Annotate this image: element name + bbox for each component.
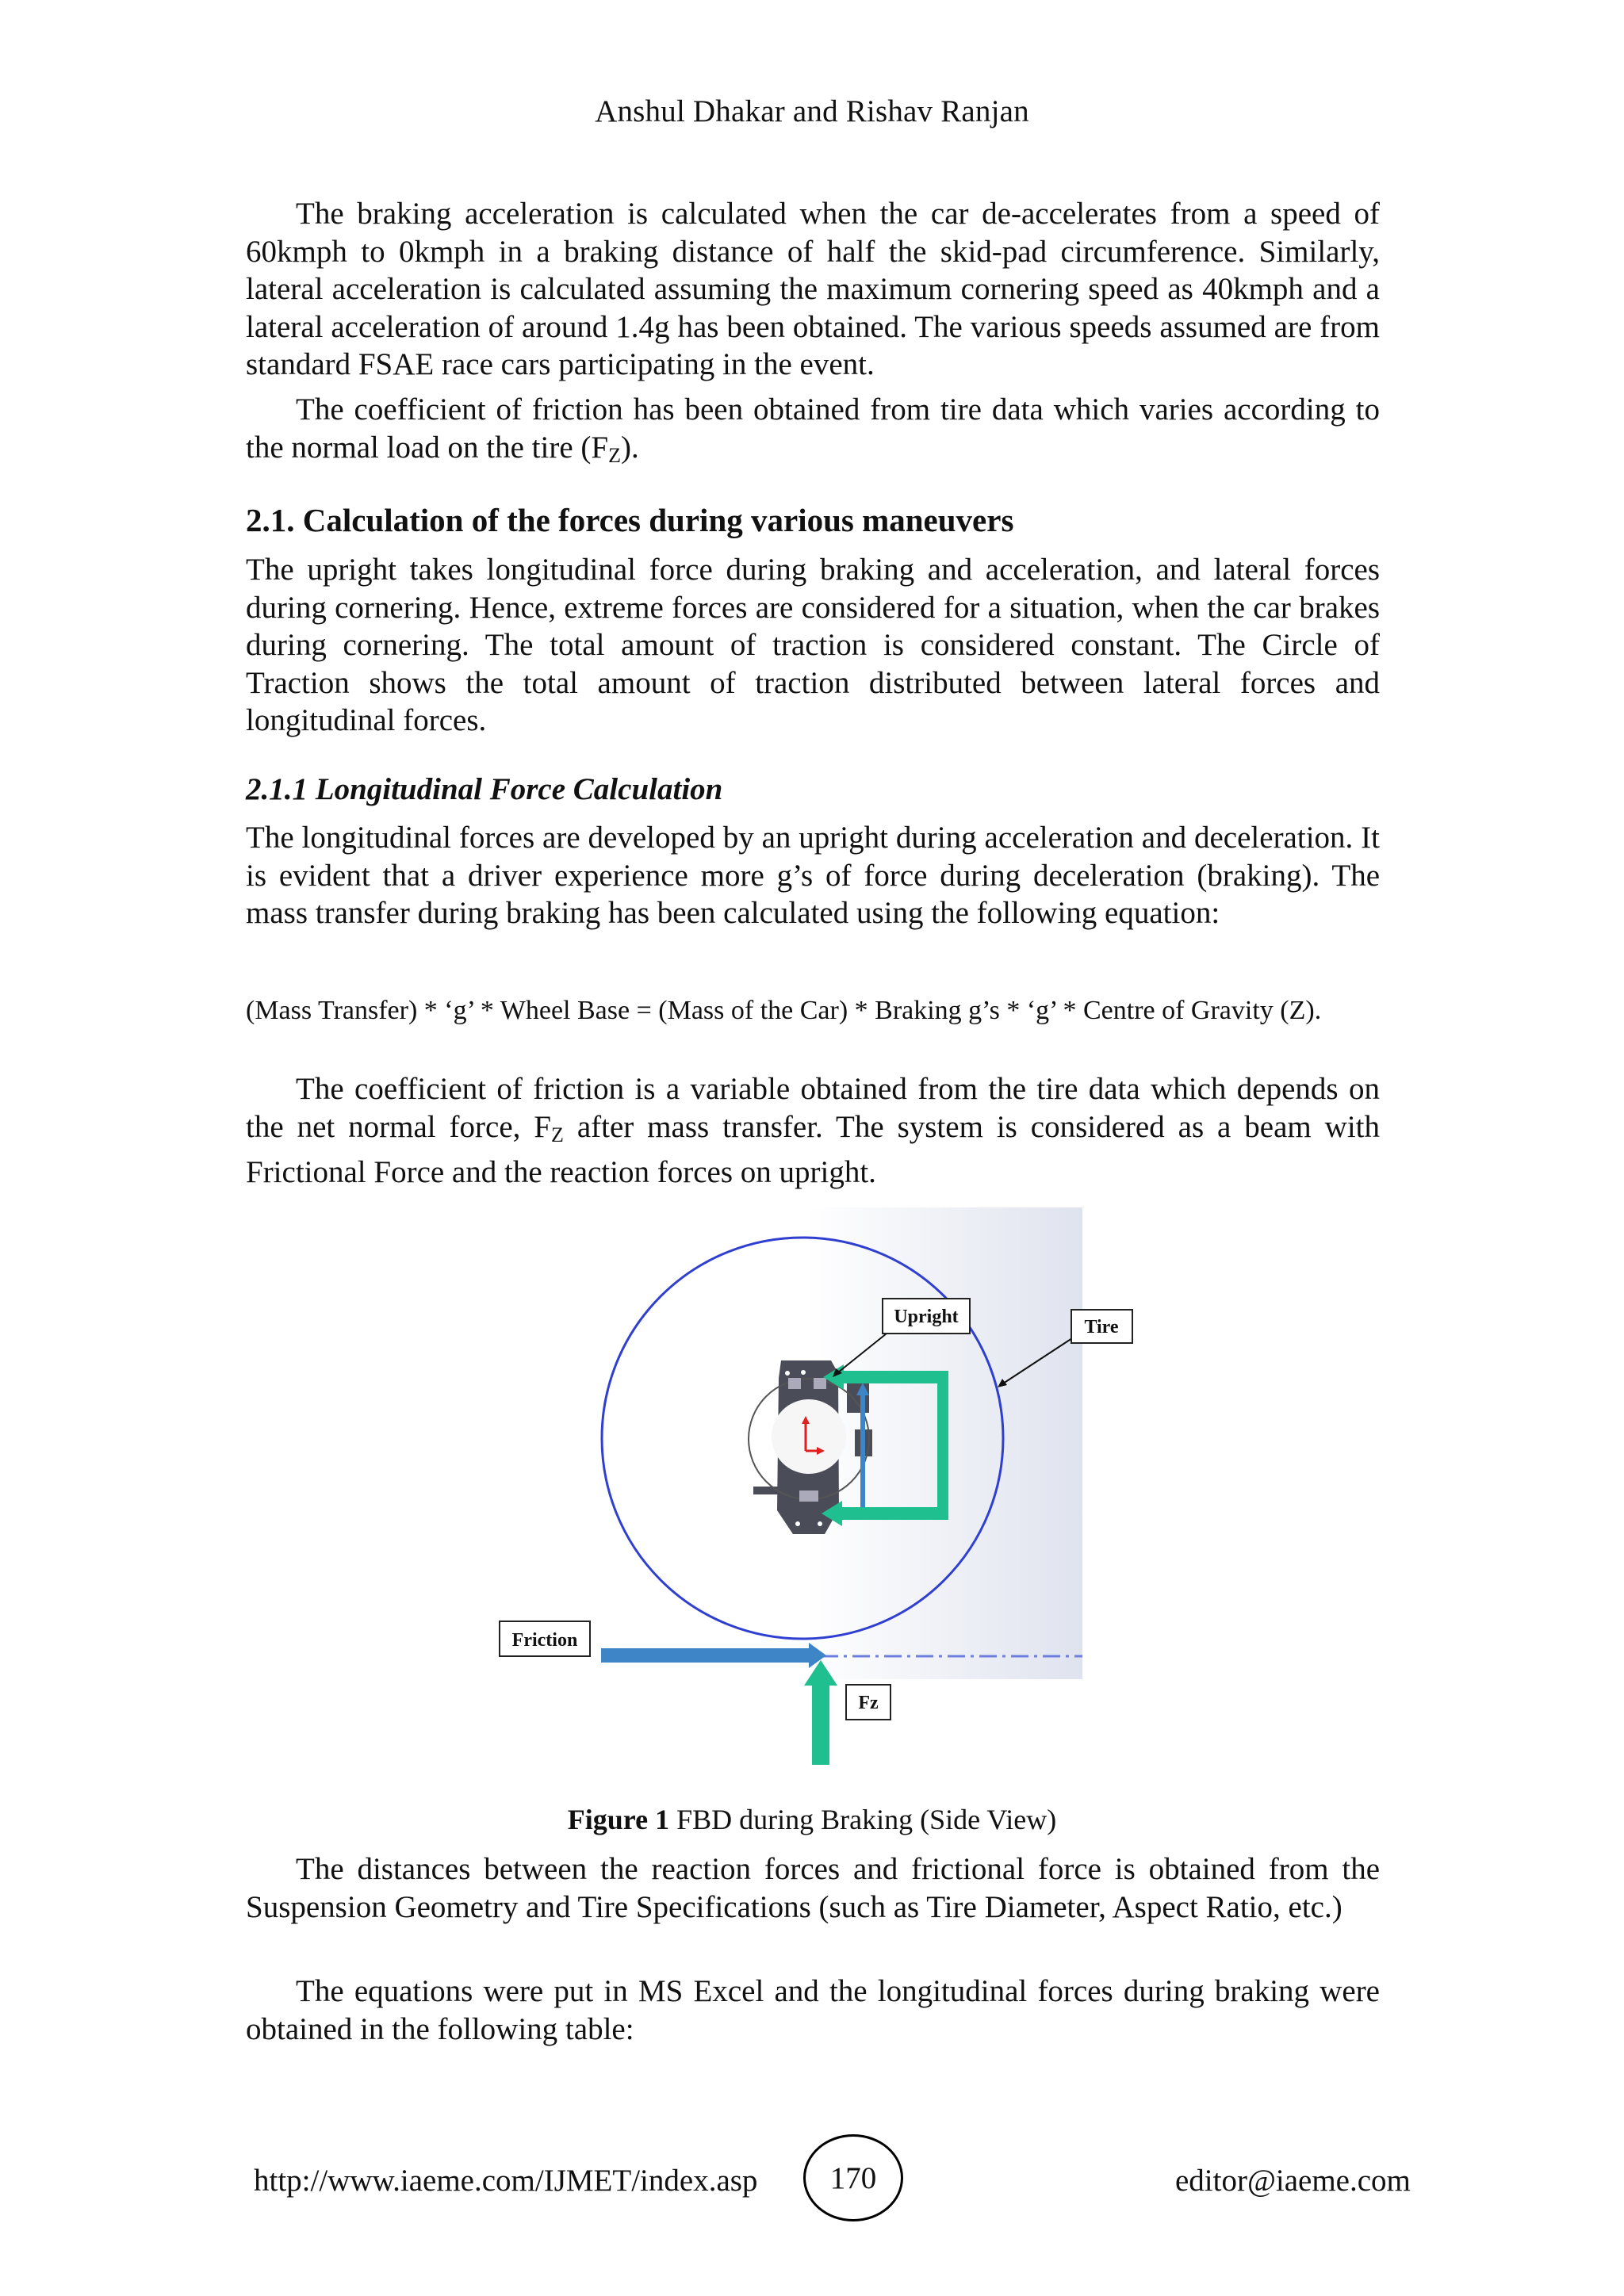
paragraph-coefficient-friction: The coefficient of friction has been obtained from tire data which varies according to the normal load on the tire $(F_Z)$. [246, 392, 1380, 467]
vertical-reaction-arrow [860, 1391, 865, 1510]
fz-label-box [846, 1685, 891, 1720]
subsection-heading: 2.1.1 Longitudinal Force Calculation [246, 772, 723, 806]
page-number-badge [803, 2134, 903, 2221]
tire-label-box [1071, 1310, 1132, 1343]
page-number: 170 [829, 2160, 877, 2195]
paragraph-distances: The distances between the reaction forces and frictional force is obtained from the Suspension Geometry and Tire Specifications (such as Tire Diameter, Aspect Ratio, etc.) [246, 1852, 1380, 1924]
paragraph-ms-excel: The equations were put in MS Excel and the longitudinal forces during braking were obtained in the following table: [246, 1974, 1380, 2046]
section-heading: 2.1. Calculation of the forces during various maneuvers [246, 502, 1014, 538]
paragraph-longitudinal-forces: The longitudinal forces are developed by an upright during acceleration and deceleration. It is evident that a driver experience more g’s of force during deceleration (braking). The mass transfer during braking has been calculated using the following equation: [246, 821, 1380, 930]
mass-transfer-equation: (Mass Transfer) * ‘g’ * Wheel Base = (Mass of the Car) * Braking g’s * ‘g’ * Centre of Gravity (Z). [246, 996, 1322, 1025]
friction-label: Friction [511, 1630, 578, 1651]
friction-label-box [500, 1621, 590, 1656]
footer-email-link[interactable]: editor@iaeme.com [1175, 2164, 1411, 2198]
upright-label-box [883, 1299, 970, 1334]
footer-journal-link[interactable]: http://www.iaeme.com/IJMET/index.asp [254, 2164, 758, 2198]
tire-label: Tire [1084, 1317, 1119, 1337]
running-head-authors: Anshul Dhakar and Rishav Ranjan [595, 94, 1029, 128]
upright-label: Upright [894, 1307, 959, 1327]
paragraph-upright-forces: The upright takes longitudinal force during braking and acceleration, and lateral forces during cornering. Hence, extreme forces are considered for a situation, when the car brakes during cornering. The total amount of traction is considered constant. The Circle of Traction shows the total amount of traction distributed between lateral forces and longitudinal forces. [246, 553, 1380, 737]
figure-caption: Figure 1 FBD during Braking (Side View) [567, 1804, 1057, 1835]
paragraph-braking-acceleration: The braking acceleration is calculated when the car de-accelerates from a speed of 60kmph to 0kmph in a braking distance of half the skid-pad circumference. Similarly, lateral acceleration is calculated assuming the maximum cornering speed as 40kmph and a lateral acceleration of around 1.4g has been obtained. The various speeds assumed are from standard FSAE race cars participating in the event. [246, 197, 1380, 381]
fz-label: Fz [858, 1693, 879, 1713]
paragraph-coefficient-variable: The coefficient of friction is a variable obtained from the tire data which depends on the net normal force, $F_Z$ after mass transfer. The system is considered as a beam with Frictional Force and the reaction forces on upright. [246, 1072, 1380, 1189]
